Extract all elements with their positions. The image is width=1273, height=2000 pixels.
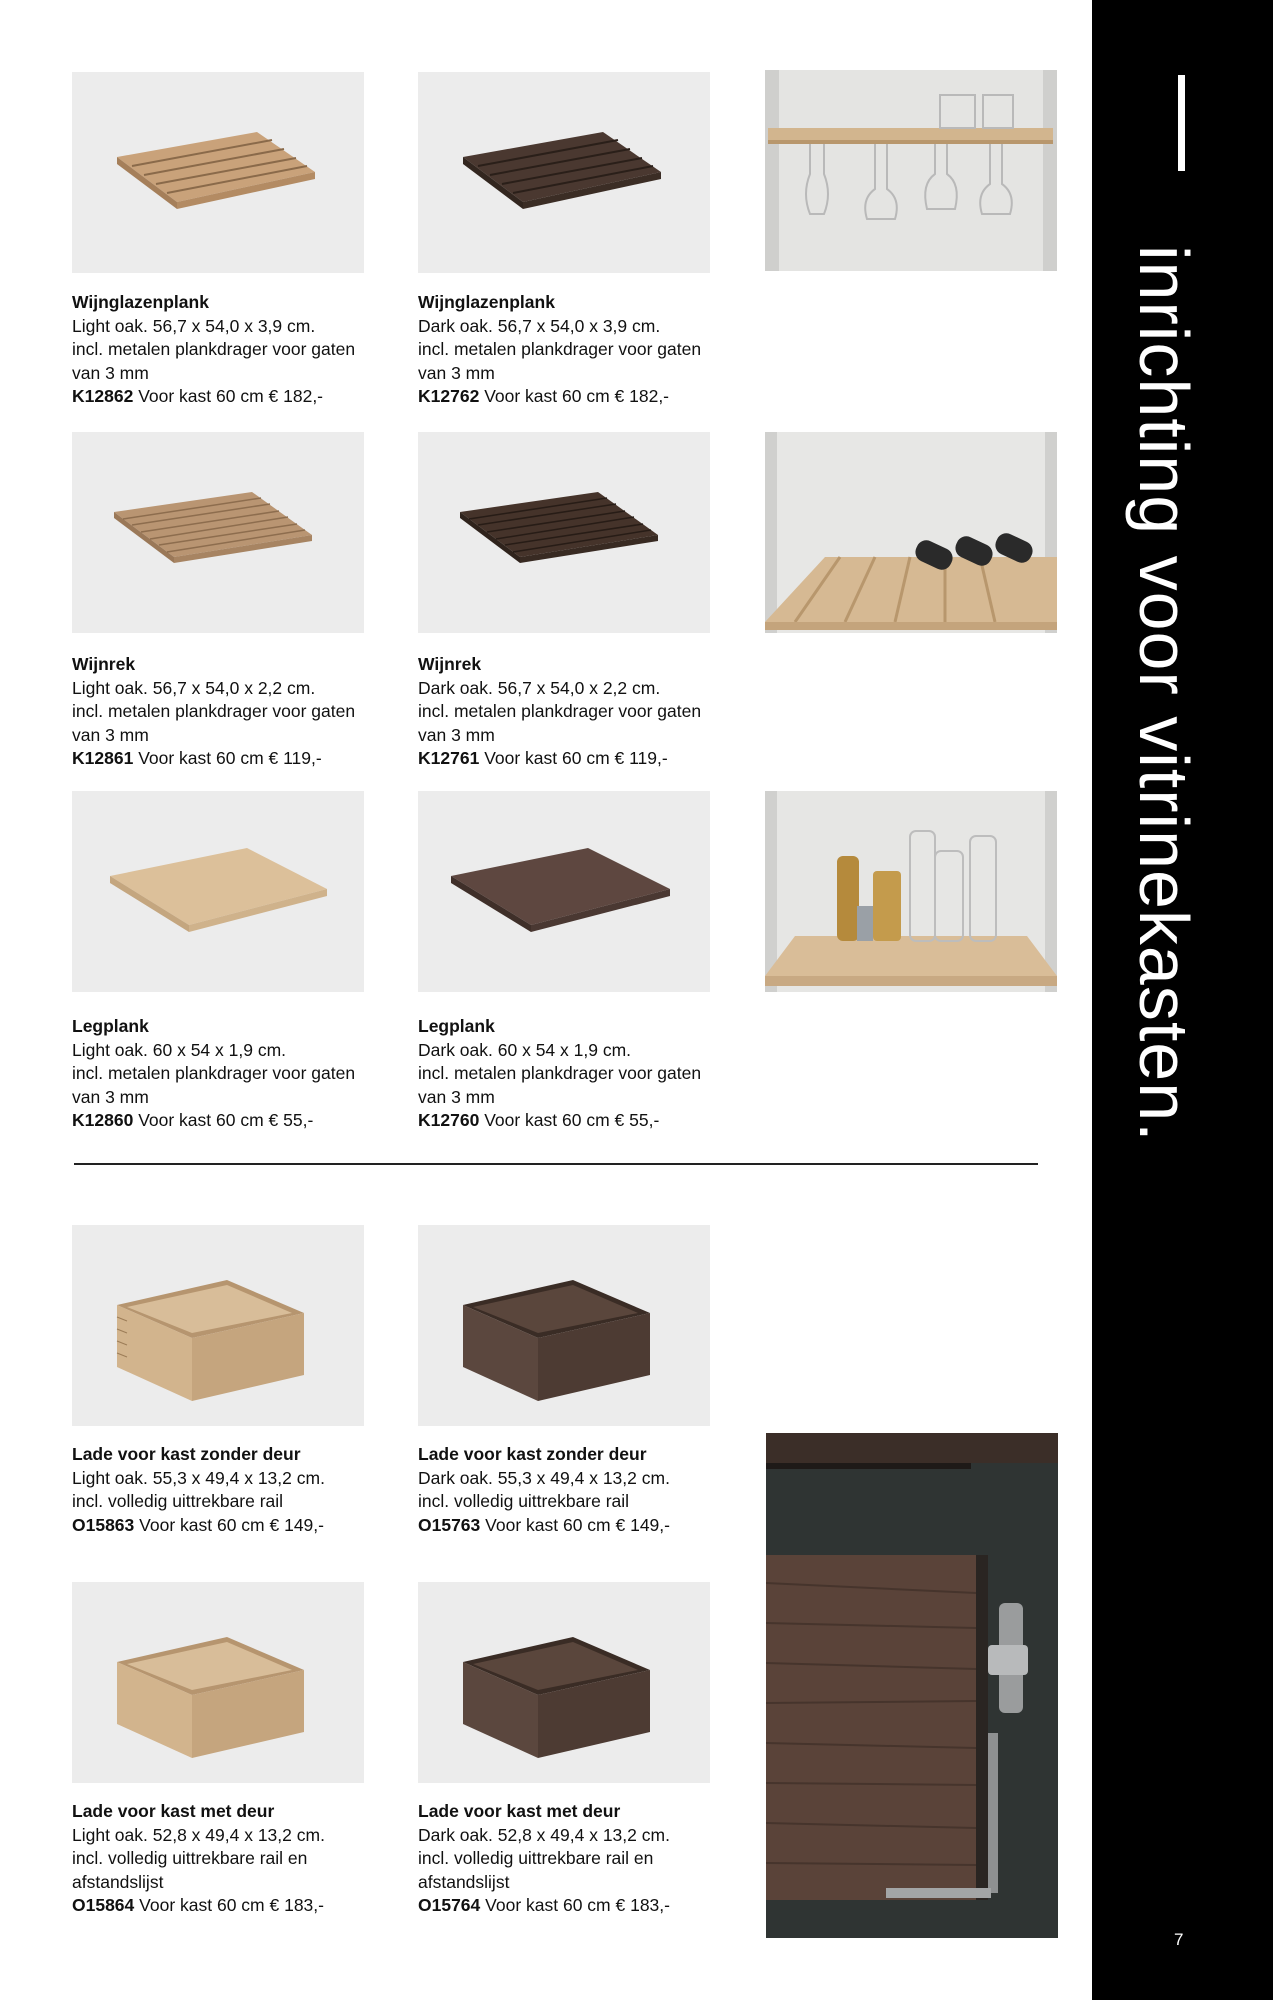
product-price-line — [418, 1109, 718, 1133]
product-price-line — [72, 385, 372, 409]
product-price: Voor kast 60 cm € 119,- — [484, 748, 668, 768]
product-code: K12761 — [418, 748, 480, 768]
product-image-wijnglazenplank-light — [72, 72, 364, 273]
photo-drawer-closeup — [766, 1433, 1058, 1938]
product-price: Voor kast 60 cm € 149,- — [485, 1514, 670, 1535]
product-price-line — [418, 385, 718, 409]
product-desc-line: van 3 mm — [418, 724, 495, 745]
product-name: Lade voor kast met deur — [418, 1801, 621, 1821]
product-price-line — [72, 1109, 372, 1133]
product-desc-line: van 3 mm — [418, 362, 495, 383]
product-desc-line: afstandslijst — [418, 1871, 510, 1892]
product-name: Wijnglazenplank — [72, 292, 209, 312]
product-price: Voor kast 60 cm € 55,- — [484, 1110, 660, 1130]
product-price: Voor kast 60 cm € 55,- — [138, 1110, 314, 1130]
product-description-k12860 — [72, 1015, 372, 1133]
product-image-legplank-light — [72, 791, 364, 992]
product-name: Wijnrek — [72, 654, 136, 674]
photo-display-shelf — [765, 791, 1057, 992]
product-price: Voor kast 60 cm € 183,- — [139, 1895, 324, 1915]
product-price: Voor kast 60 cm € 119,- — [138, 748, 322, 768]
product-desc-line: incl. metalen plankdrager voor gaten — [418, 701, 702, 721]
product-price-line — [72, 747, 372, 771]
product-desc-line: van 3 mm — [72, 1086, 149, 1107]
product-desc-line: incl. metalen plankdrager voor gaten — [72, 701, 356, 721]
product-spec: Light oak. 60 x 54 x 1,9 cm. — [72, 1039, 287, 1060]
product-name: Wijnglazenplank — [418, 292, 555, 312]
product-price: Voor kast 60 cm € 182,- — [138, 386, 324, 406]
product-desc-line: incl. metalen plankdrager voor gaten — [72, 1063, 356, 1083]
product-image-lade-zonder-deur-dark — [418, 1225, 710, 1426]
product-name: Lade voor kast met deur — [72, 1801, 275, 1821]
product-spec: Light oak. 52,8 x 49,4 x 13,2 cm. — [72, 1824, 325, 1845]
product-spec: Dark oak. 56,7 x 54,0 x 3,9 cm. — [418, 315, 661, 336]
product-spec: Dark oak. 60 x 54 x 1,9 cm. — [418, 1039, 632, 1060]
section-divider — [74, 1163, 1038, 1165]
product-desc-line: incl. metalen plankdrager voor gaten — [72, 339, 356, 359]
product-image-legplank-dark — [418, 791, 710, 992]
product-description-k12760 — [418, 1015, 718, 1133]
product-image-lade-zonder-deur-light — [72, 1225, 364, 1426]
page-number: 7 — [1174, 1930, 1184, 1949]
product-spec: Light oak. 56,7 x 54,0 x 3,9 cm. — [72, 315, 316, 336]
product-name: Legplank — [72, 1016, 149, 1036]
product-spec: Dark oak. 55,3 x 49,4 x 13,2 cm. — [418, 1467, 670, 1488]
product-desc-line: incl. volledig uittrekbare rail en — [72, 1848, 308, 1868]
product-desc-line: incl. metalen plankdrager voor gaten — [418, 1063, 702, 1083]
product-price: Voor kast 60 cm € 149,- — [139, 1514, 324, 1535]
product-image-wijnglazenplank-dark — [418, 72, 710, 273]
product-desc-line: incl. volledig uittrekbare rail — [72, 1491, 284, 1511]
product-price: Voor kast 60 cm € 183,- — [485, 1895, 670, 1915]
product-name: Lade voor kast zonder deur — [72, 1444, 301, 1464]
product-description-k12762 — [418, 291, 718, 409]
product-name: Wijnrek — [418, 654, 482, 674]
product-desc-line: incl. metalen plankdrager voor gaten — [418, 339, 702, 359]
product-price-line — [418, 747, 718, 771]
product-code: O15863 — [72, 1514, 135, 1535]
product-image-wijnrek-dark — [418, 432, 710, 633]
product-description-k12761 — [418, 653, 718, 771]
product-spec: Light oak. 55,3 x 49,4 x 13,2 cm. — [72, 1467, 325, 1488]
product-desc-line: incl. volledig uittrekbare rail — [418, 1491, 630, 1511]
product-price-line — [72, 1894, 372, 1918]
sidebar-accent-bar — [1178, 75, 1185, 171]
product-image-lade-met-deur-dark — [418, 1582, 710, 1783]
product-desc-line: van 3 mm — [418, 1086, 495, 1107]
product-description-o15863 — [72, 1443, 372, 1537]
product-desc-line: van 3 mm — [72, 724, 149, 745]
product-name: Legplank — [418, 1016, 495, 1036]
product-price: Voor kast 60 cm € 182,- — [484, 386, 670, 406]
product-code: K12860 — [72, 1110, 134, 1130]
product-price-line — [72, 1514, 372, 1538]
sidebar-title: inrichting voor vitrinekasten. — [1125, 245, 1203, 1143]
product-description-o15864 — [72, 1800, 372, 1918]
product-spec: Dark oak. 56,7 x 54,0 x 2,2 cm. — [418, 677, 661, 698]
product-code: O15864 — [72, 1895, 135, 1915]
product-code: K12862 — [72, 386, 134, 406]
product-desc-line: van 3 mm — [72, 362, 149, 383]
product-desc-line: incl. volledig uittrekbare rail en — [418, 1848, 654, 1868]
product-code: O15764 — [418, 1895, 481, 1915]
product-code: O15763 — [418, 1514, 481, 1535]
photo-wine-glass-shelf — [765, 70, 1057, 271]
product-description-o15764 — [418, 1800, 718, 1918]
product-image-wijnrek-light — [72, 432, 364, 633]
product-spec: Light oak. 56,7 x 54,0 x 2,2 cm. — [72, 677, 316, 698]
product-code: K12861 — [72, 748, 134, 768]
product-price-line — [418, 1514, 718, 1538]
product-spec: Dark oak. 52,8 x 49,4 x 13,2 cm. — [418, 1824, 670, 1845]
product-name: Lade voor kast zonder deur — [418, 1444, 647, 1464]
product-code: K12762 — [418, 386, 480, 406]
product-description-k12862 — [72, 291, 372, 409]
product-code: K12760 — [418, 1110, 480, 1130]
product-description-k12861 — [72, 653, 372, 771]
photo-wine-rack — [765, 432, 1057, 633]
product-desc-line: afstandslijst — [72, 1871, 164, 1892]
product-description-o15763 — [418, 1443, 718, 1537]
product-image-lade-met-deur-light — [72, 1582, 364, 1783]
product-price-line — [418, 1894, 718, 1918]
